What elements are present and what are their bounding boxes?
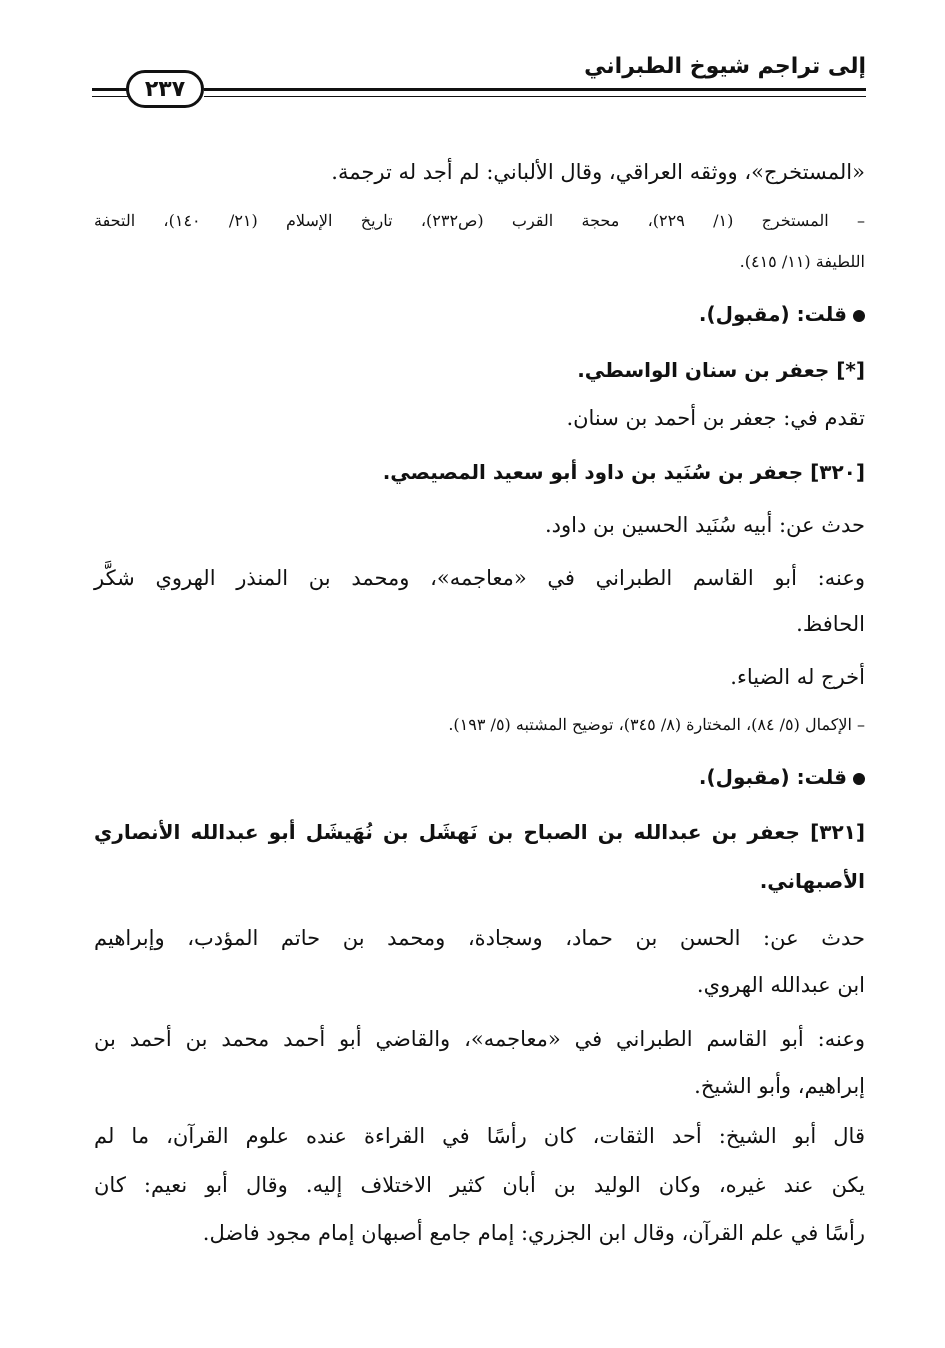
- verdict-text: قلت: (مقبول).: [698, 765, 847, 789]
- verdict-line: [699, 767, 865, 787]
- text-line: وعنه: أبو القاسم الطبراني في «معاجمه»، ومحمد بن المنذر الهروي شكَّر: [94, 566, 865, 590]
- header-rule-bottom: [204, 96, 866, 97]
- entry-heading: [*] جعفر بن سنان الواسطي.: [577, 358, 865, 382]
- text-line: يكن عند غيره، وكان الوليد بن أبان كثير الاختلاف إليه. وقال أبو نعيم: كان: [94, 1173, 865, 1197]
- entry-heading: الأصبهاني.: [759, 869, 865, 893]
- text-line: وعنه: أبو القاسم الطبراني في «معاجمه»، والقاضي أبو أحمد محمد بن أحمد بن: [94, 1027, 865, 1051]
- page-number-badge: [126, 70, 204, 108]
- bullet-icon: [853, 310, 865, 322]
- entry-heading: [٣٢٠] جعفر بن سُنَيد بن داود أبو سعيد المصيصي.: [382, 460, 865, 484]
- text-line: قال أبو الشيخ: أحد الثقات، كان رأسًا في القراءة عنده علوم القرآن، ما لم: [94, 1124, 865, 1148]
- text-line: حدث عن: أبيه سُنَيد الحسين بن داود.: [544, 513, 865, 537]
- text-line: تقدم في: جعفر بن أحمد بن سنان.: [566, 406, 865, 430]
- page-number: ٢٣٧: [144, 76, 186, 102]
- verdict-line: [699, 304, 865, 324]
- footnote-line: – الإكمال (٥/ ٨٤)، المختارة (٨/ ٣٤٥)، توضيح المشتبه (٥/ ١٩٣).: [448, 715, 865, 734]
- header-rule-top: [204, 88, 866, 91]
- verdict-text: قلت: (مقبول).: [698, 302, 847, 326]
- running-title: إلى تراجم شيوخ الطبراني: [584, 54, 866, 79]
- text-line: حدث عن: الحسن بن حماد، وسجادة، ومحمد بن حاتم المؤدب، وإبراهيم: [94, 926, 865, 950]
- entry-heading: [٣٢١] جعفر بن عبدالله بن الصباح بن نَهشَل بن نُهَيشَل أبو عبدالله الأنصاري: [94, 820, 865, 844]
- page-header: [92, 52, 866, 112]
- text-line: «المستخرج»، ووثقه العراقي، وقال الألباني: لم أجد له ترجمة.: [331, 160, 865, 184]
- header-rule-left-top: [92, 88, 128, 91]
- text-line: الحافظ.: [796, 612, 865, 636]
- bullet-icon: [853, 773, 865, 785]
- footnote-line: – المستخرج (١/ ٢٢٩)، محجة القرب (ص٢٣٢)، تاريخ الإسلام (٢١/ ١٤٠)، التحفة: [94, 211, 866, 230]
- header-rule-left-bottom: [92, 96, 128, 97]
- text-line: رأسًا في علم القرآن، وقال ابن الجزري: إمام جامع أصبهان إمام مجود فاضل.: [202, 1221, 865, 1245]
- footnote-line: اللطيفة (١١/ ٤١٥).: [739, 252, 865, 271]
- text-line: ابن عبدالله الهروي.: [696, 973, 865, 997]
- text-line: إبراهيم، وأبو الشيخ.: [694, 1074, 865, 1098]
- text-line: أخرج له الضياء.: [730, 665, 865, 689]
